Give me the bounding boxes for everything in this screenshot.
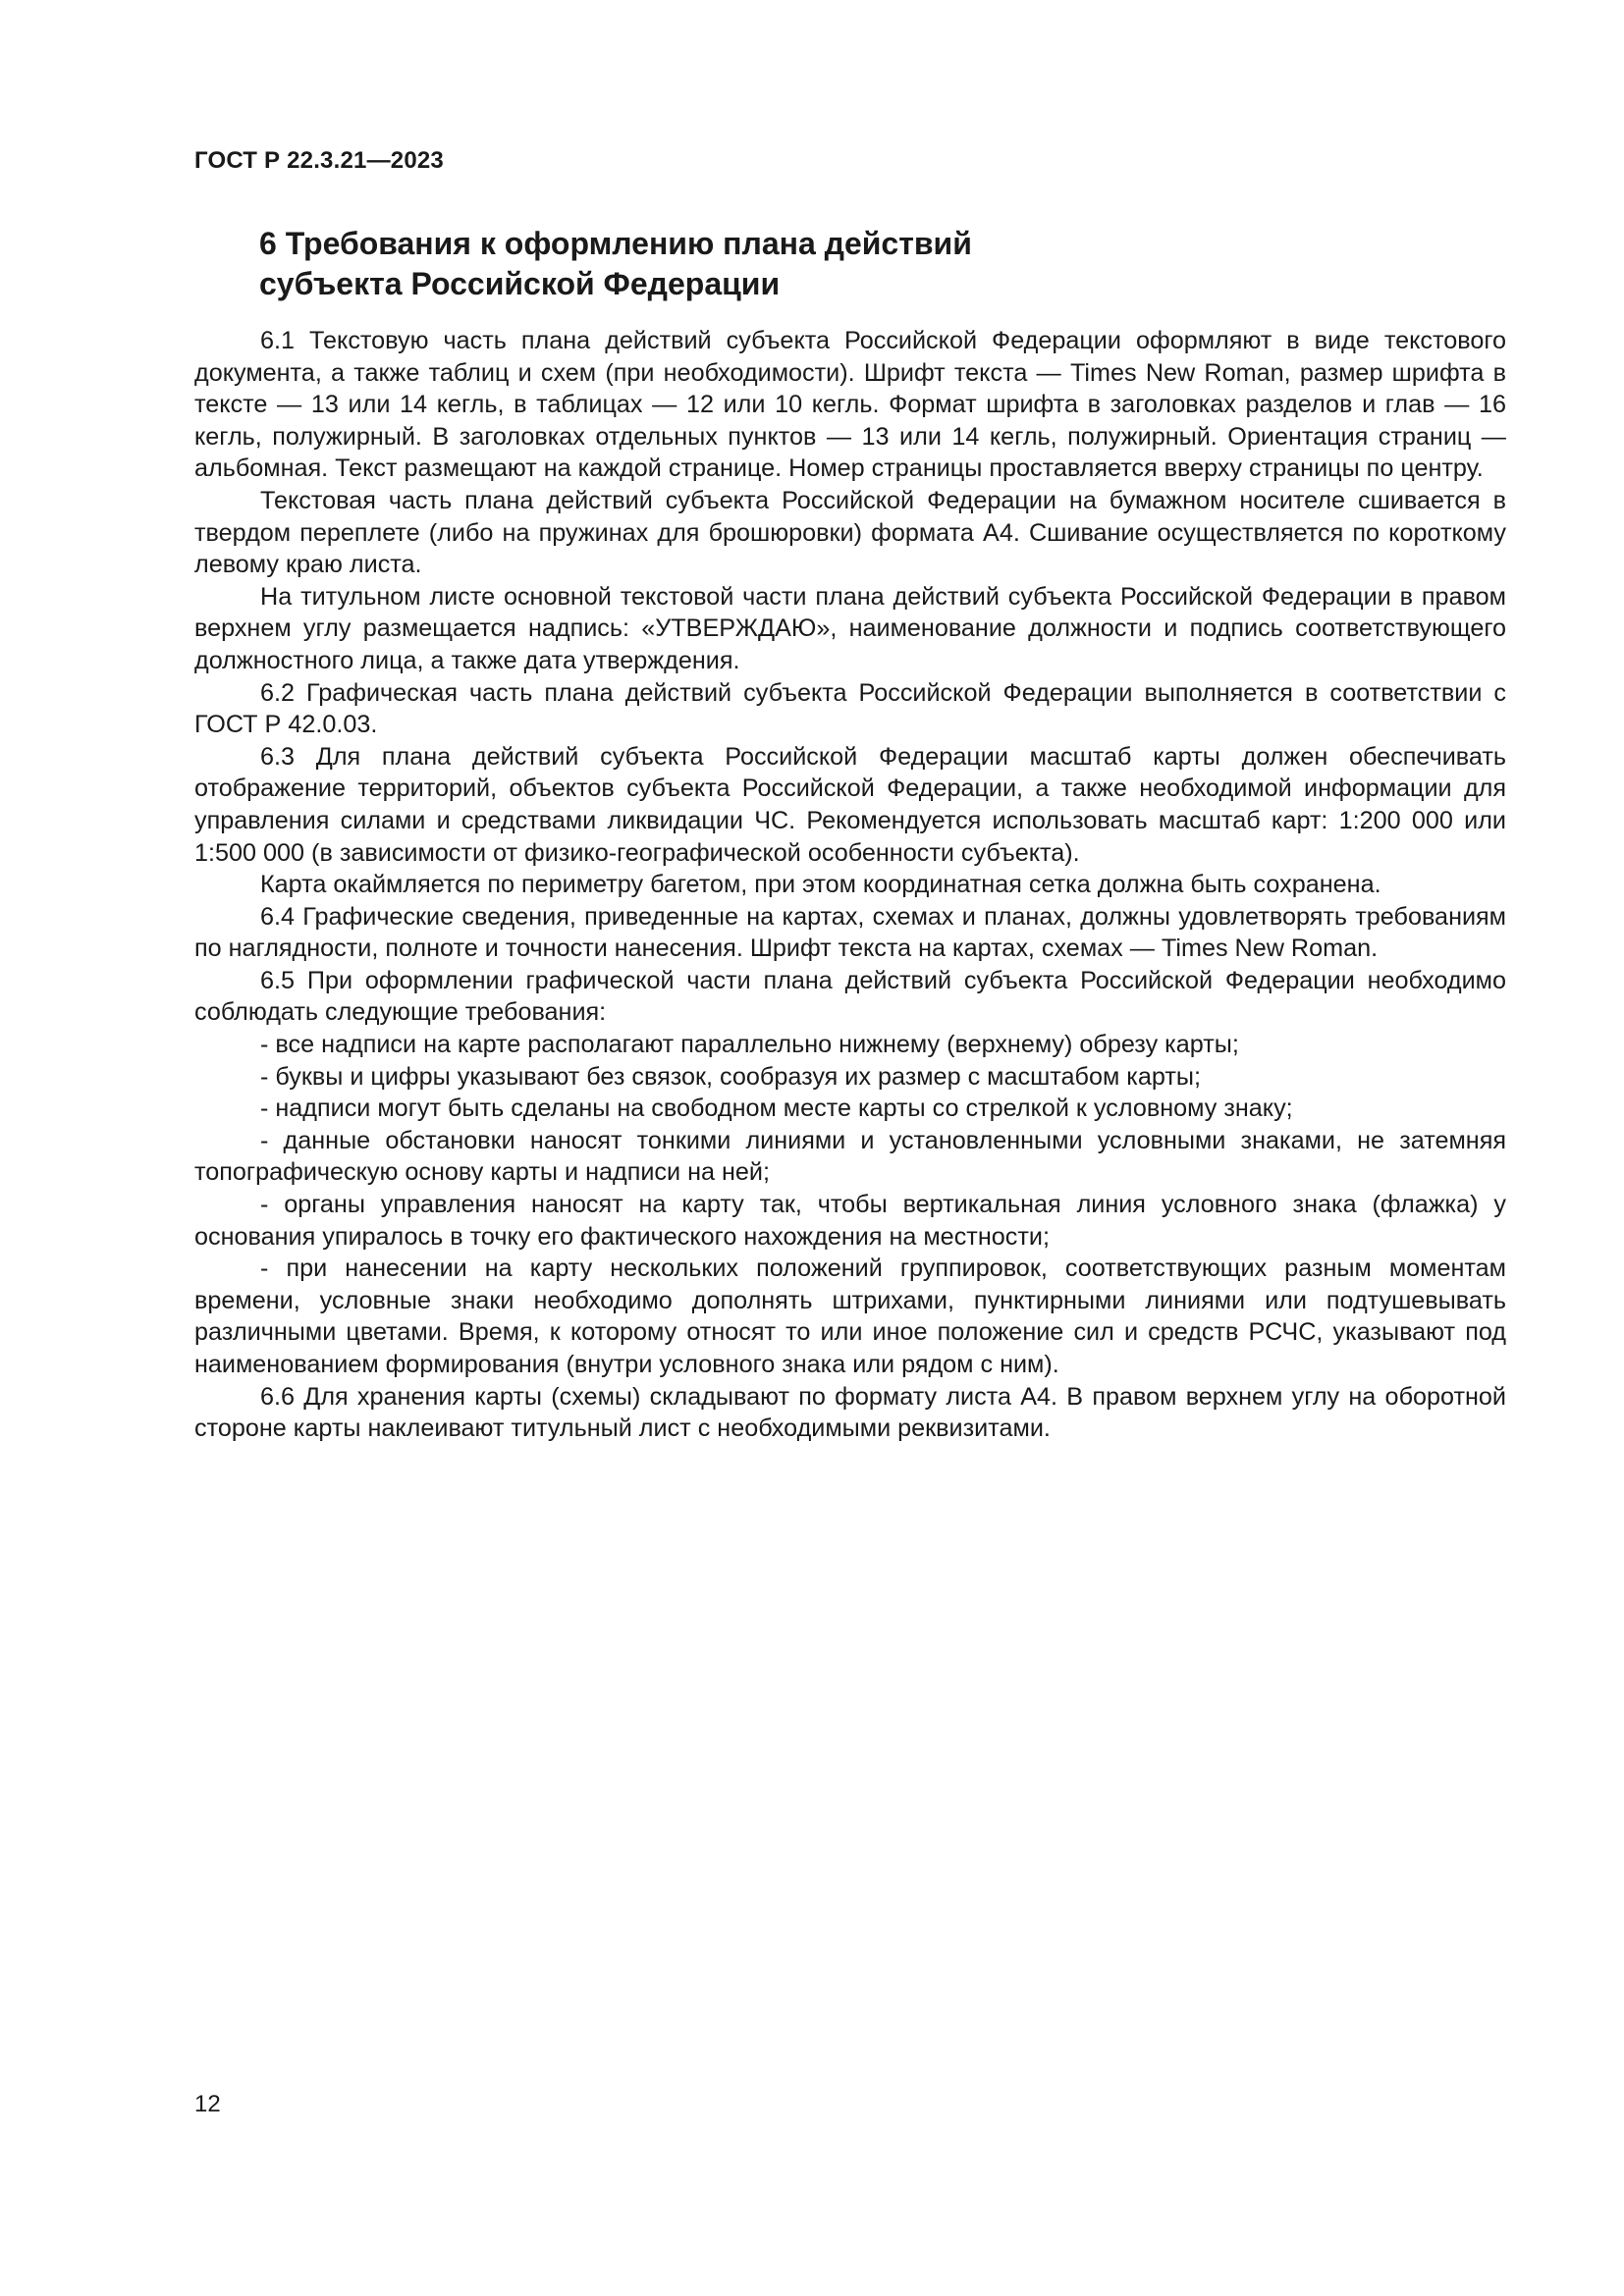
paragraph-6-5: 6.5 При оформлении графической части плана действий субъекта Российской Федерации необходимо соблюдать следующие требования:: [194, 966, 1506, 1027]
list-item-labels-arrow: - надписи могут быть сделаны на свободном месте карты со стрелкой к условному знаку;: [260, 1095, 1293, 1123]
list-item-group-positions: - при нанесении на карту нескольких положений группировок, соответствующих разным моментам времени, условные знаки необходимо дополнять штрихами, пунктирными линиями или подтушевывать различными цветами. Время, к которому относят то или иное положение сил и средств РСЧС, указывают под наименованием формирования (внутри условного знака или рядом с ним).: [194, 1255, 1506, 1378]
list-item-situation-data: - данные обстановки наносят тонкими линиями и установленными условными знаками, не затемняя топографическую основу карты и надписи на ней;: [194, 1126, 1506, 1187]
paragraph-6-6: 6.6 Для хранения карты (схемы) складывают по формату листа А4. В правом верхнем углу на оборотной стороне карты наклеивают титульный лист с необходимыми реквизитами.: [194, 1382, 1506, 1443]
list-item-letters-digits: - буквы и цифры указывают без связок, сообразуя их размер с масштабом карты;: [260, 1062, 1201, 1091]
document-code: ГОСТ Р 22.3.21—2023: [194, 147, 444, 174]
section-title: [259, 224, 1437, 304]
page-number: 12: [194, 2091, 221, 2117]
section-title-line-1: 6 Требования к оформлению плана действий: [259, 226, 972, 261]
paragraph-map-frame: Карта окаймляется по периметру багетом, при этом координатная сетка должна быть сохранена.: [260, 871, 1381, 899]
paragraph-6-2: 6.2 Графическая часть плана действий субъекта Российской Федерации выполняется в соответствии с ГОСТ Р 42.0.03.: [194, 678, 1506, 739]
paragraph-6-4: 6.4 Графические сведения, приведенные на картах, схемах и планах, должны удовлетворять требованиям по наглядности, полноте и точности нанесения. Шрифт текста на картах, схемах — Times New Roman.: [194, 902, 1506, 963]
paragraph-title-page: На титульном листе основной текстовой части плана действий субъекта Российской Федерации в правом верхнем углу размещается надпись: «УТВЕРЖДАЮ», наименование должности и подпись соответствующего должностного лица, а также дата утверждения.: [194, 582, 1506, 674]
paragraph-6-3: 6.3 Для плана действий субъекта Российской Федерации масштаб карты должен обеспечивать отображение территорий, объектов субъекта Российской Федерации, а также необходимой информации для управления силами и средствами ликвидации ЧС. Рекомендуется использовать масштаб карт: 1:200 000 или 1:500 000 (в зависимости от физико-географической особенности субъекта).: [194, 742, 1506, 867]
paragraph-binding: Текстовая часть плана действий субъекта Российской Федерации на бумажном носителе сшивается в твердом переплете (либо на пружинах для брошюровки) формата А4. Сшивание осуществляется по короткому левому краю листа.: [194, 486, 1506, 579]
section-body: [194, 325, 1506, 1445]
list-item-control-bodies: - органы управления наносят на карту так, чтобы вертикальная линия условного знака (флажка) у основания упиралось в точку его фактического нахождения на местности;: [194, 1191, 1506, 1251]
paragraph-6-1: 6.1 Текстовую часть плана действий субъекта Российской Федерации оформляют в виде текстового документа, а также таблиц и схем (при необходимости). Шрифт текста — Times New Roman, размер шрифта в тексте — 13 или 14 кегль, в таблицах — 12 или 10 кегль. Формат шрифта в заголовках разделов и глав — 16 кегль, полужирный. В заголовках отдельных пунктов — 13 или 14 кегль, полужирный. Ориентация страниц — альбомная. Текст размещают на каждой странице. Номер страницы проставляется вверху страницы по центру.: [194, 327, 1506, 483]
section-title-line-2: субъекта Российской Федерации: [259, 266, 781, 301]
list-item-labels-parallel: - все надписи на карте располагают параллельно нижнему (верхнему) обрезу карты;: [260, 1031, 1239, 1059]
